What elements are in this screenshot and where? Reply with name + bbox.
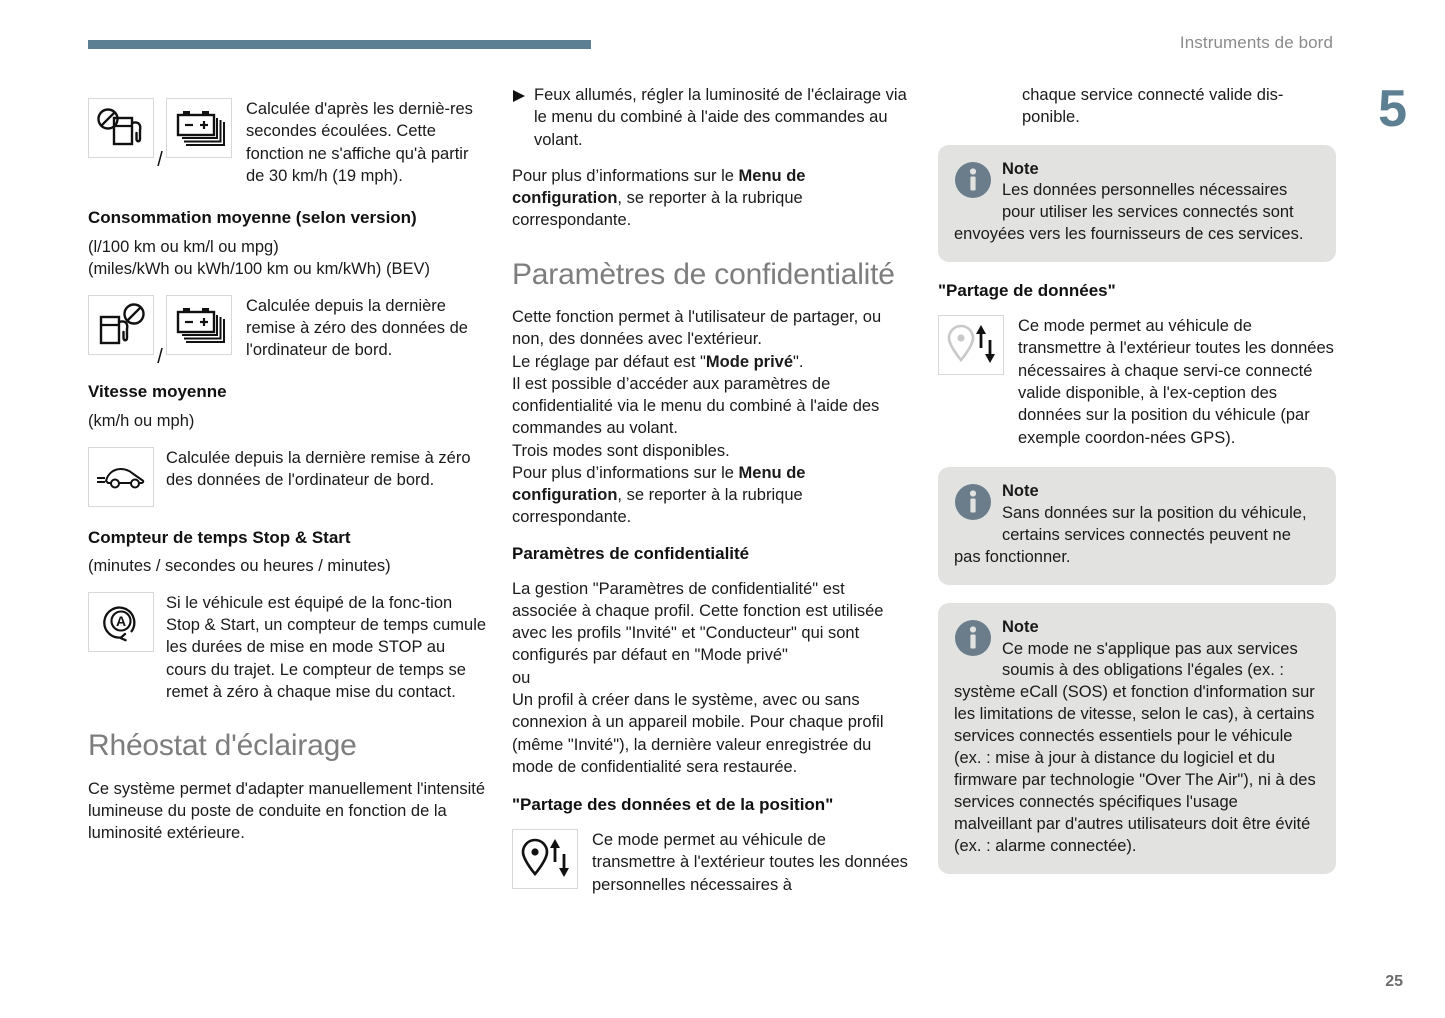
fuel-pump-crossed-icon <box>88 295 154 355</box>
note-box-no-position-data <box>938 467 1336 585</box>
heading-stop-start-counter: Compteur de temps Stop & Start <box>88 527 351 547</box>
ref-bold: Menu de configuration <box>512 463 806 505</box>
privacy-body-6: ou <box>512 668 531 687</box>
ref-suffix: , se reporter à la rubrique correspondante. <box>512 486 803 527</box>
icon-row-stop-start <box>88 592 488 703</box>
icon-holder-car <box>88 447 154 507</box>
units-stop-start: (minutes / secondes ou heures / minutes) <box>88 557 391 576</box>
icon-row-data-sharing <box>938 315 1336 449</box>
rheostat-body: Ce système permet d'adapter manuellement l'intensité lumineuse du poste de conduite en fonction de la luminosité extérieure. <box>88 779 485 843</box>
subheading-privacy-settings: Paramètres de confidentialité <box>512 543 750 563</box>
bullet-item-lighting <box>512 84 912 151</box>
icon-row-text: Calculée depuis la dernière remise à zéro des données de l'ordinateur de bord. <box>166 448 471 489</box>
icon-holder-location-share <box>512 829 578 889</box>
icon-row-instant-consumption <box>88 98 488 187</box>
heading-average-consumption: Consommation moyenne (selon version) <box>88 208 417 228</box>
subheading-data-and-position-sharing: "Partage des données et de la position" <box>512 795 834 815</box>
column-left <box>88 84 488 858</box>
info-icon <box>954 619 992 664</box>
chapter-number: 5 <box>1378 80 1407 138</box>
location-pin-share-icon <box>512 829 578 889</box>
note-box-personal-data <box>938 145 1336 263</box>
info-icon <box>954 483 992 528</box>
icon-row-average-consumption <box>88 295 488 368</box>
icon-pair-fuel-battery <box>88 98 232 171</box>
heading-average-speed: Vitesse moyenne <box>88 382 227 402</box>
note-body: Les données personnelles nécessaires pour utiliser les services connectés sont envoyées vers les fournisseurs de ces services. <box>954 181 1304 244</box>
bullet-text: Feux allumés, régler la luminosité de l'éclairage via le menu du combiné à l'aide des commandes au volant. <box>534 86 907 149</box>
icon-holder-location-disabled <box>938 315 1004 375</box>
privacy-body-4: Trois modes sont disponibles. <box>512 441 730 460</box>
svg-text:A: A <box>115 612 127 629</box>
stop-start-auto-icon <box>88 592 154 652</box>
note-body: Ce mode ne s'applique pas aux services soumis à des obligations l'égales (ex. : système eCall (SOS) et fonction d'information sur les limitations de vitesse, selon le cas), à certains services connectés essentiels pour le véhicule (ex. : mise à jour à distance du logiciel et du firmware par technologie "Over The Air"), ni à des services connectés spécifiques l'usage malveillant par d'autres utilisateurs doit être évité (ex. : alarme connectée). <box>954 639 1316 855</box>
reference-config-menu-2 <box>512 462 912 529</box>
battery-stack-icon <box>166 295 232 355</box>
icon-row-text: Si le véhicule est équipé de la fonc-tion Stop & Start, un compteur de temps cumule les durées de mise en mode STOP au cours du trajet. Le compteur de temps se remet à zéro à chaque mise du contact. <box>166 593 487 701</box>
column-right <box>938 84 1336 892</box>
icon-row-text: Calculée depuis la dernière remise à zéro des données de l'ordinateur de bord. <box>246 296 468 360</box>
privacy-body-7: Un profil à créer dans le système, avec ou sans connexion à un appareil mobile. Pour chaque profil (même "Invité"), la dernière valeur enregistrée du mode de confidentialité sera restaurée. <box>512 691 884 776</box>
ref-prefix: Pour plus d’informations sur le <box>512 463 739 482</box>
icon-row-text: Calculée d'après les derniè-res secondes écoulées. Cette fonction ne s'affiche qu'à partir de 30 km/h (19 mph). <box>246 100 473 185</box>
icon-pair-holder <box>88 98 232 171</box>
battery-stack-icon <box>166 98 232 158</box>
privacy-body-5: La gestion "Paramètres de confidentialité" est associée à chaque profil. Cette fonction est utilisée avec les profils "Invité" et "Conducteur" qui sont configurés par défaut en "Mode privé" <box>512 579 884 665</box>
heading-rheostat: Rhéostat d'éclairage <box>88 729 357 763</box>
icon-pair-holder-2 <box>88 295 232 368</box>
note-label: Note <box>1002 159 1039 178</box>
heading-privacy-settings: Paramètres de confidentialité <box>512 257 895 291</box>
default-mode-suffix: ". <box>793 352 804 371</box>
icon-row-position-sharing <box>512 829 912 896</box>
default-mode-bold: Mode privé <box>705 352 794 371</box>
note-label: Note <box>1002 617 1039 636</box>
continuation-text: chaque service connecté valide dis-ponible. <box>1022 86 1284 127</box>
ref-suffix: , se reporter à la rubrique correspondante. <box>512 189 803 230</box>
reference-config-menu-1 <box>512 165 912 232</box>
privacy-body-3: Il est possible d’accéder aux paramètres de confidentialité via le menu du combiné à l'aide des commandes au volant. <box>512 374 880 438</box>
icon-separator-slash: / <box>157 345 163 368</box>
privacy-body-1: Cette fonction permet à l'utilisateur de partager, ou non, des données avec l'extérieur. <box>512 308 882 349</box>
location-pin-disabled-share-icon <box>938 315 1004 375</box>
default-mode-prefix: Le réglage par défaut est " <box>512 352 706 371</box>
icon-pair-fuel-battery-2 <box>88 295 232 368</box>
icon-holder-stop-start <box>88 592 154 652</box>
note-label: Note <box>1002 481 1039 500</box>
header-accent-rule <box>88 40 591 49</box>
page-number: 25 <box>1385 973 1403 990</box>
header-title: Instruments de bord <box>1179 33 1333 52</box>
ref-bold: Menu de configuration <box>512 166 806 208</box>
icon-separator-slash: / <box>157 149 163 171</box>
fuel-pump-crossed-icon <box>88 98 154 158</box>
icon-row-text: Ce mode permet au véhicule de transmettre à l'extérieur toutes les données personnelles nécessaires à <box>592 831 908 894</box>
note-box-legal-obligations <box>938 603 1336 874</box>
info-icon <box>954 161 992 206</box>
units-consumption-2: (miles/kWh ou kWh/100 km ou km/kWh) (BEV) <box>88 260 430 279</box>
units-speed: (km/h ou mph) <box>88 412 195 431</box>
units-consumption-1: (l/100 km ou km/l ou mpg) <box>88 238 279 256</box>
triangle-bullet-icon <box>512 84 534 103</box>
subheading-data-sharing: "Partage de données" <box>938 281 1116 301</box>
car-average-speed-icon <box>88 447 154 507</box>
note-body: Sans données sur la position du véhicule, certains services connectés peuvent ne pas fonctionner. <box>954 503 1307 566</box>
icon-row-text: Ce mode permet au véhicule de transmettre à l'extérieur toutes les données nécessaires à chaque servi-ce connecté valide disponible, à l'ex-ception des données sur la position du véhicule (par exemple coordon-nées GPS). <box>1018 317 1334 447</box>
privacy-body-2 <box>512 351 912 373</box>
column-middle <box>512 84 912 912</box>
ref-prefix: Pour plus d’informations sur le <box>512 166 739 185</box>
icon-row-average-speed <box>88 447 488 507</box>
